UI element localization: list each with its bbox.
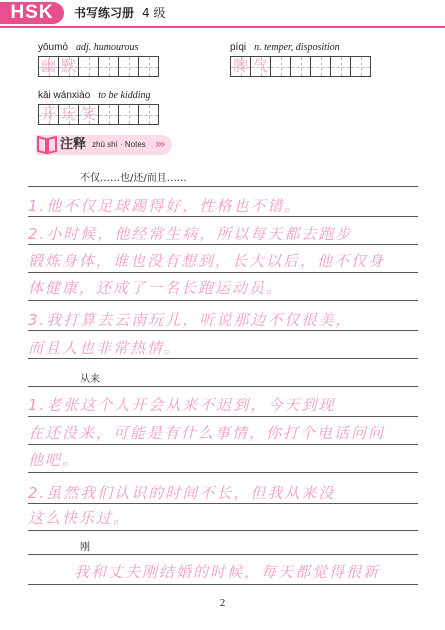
writing-line: 而且人也非常热情。 xyxy=(28,339,182,357)
notes-pinyin: zhù shì · Notes xyxy=(92,140,146,149)
english-gloss: n. temper, disposition xyxy=(254,42,340,53)
writing-line: 1.老张这个人开会从来不迟到，今天到现 xyxy=(28,396,336,414)
writing-rule xyxy=(28,530,418,531)
trace-character: 默 xyxy=(60,57,76,75)
grid-cell[interactable] xyxy=(98,56,119,77)
grid-cell[interactable] xyxy=(350,56,371,77)
writing-line: 这么快乐过。 xyxy=(28,509,131,527)
grid-cell[interactable] xyxy=(138,104,159,125)
writing-line: 2.小时候，他经常生病，所以每天都去跑步 xyxy=(28,225,353,243)
grid-cell[interactable] xyxy=(38,56,59,77)
writing-line: 体健康，还成了一名长跑运动员。 xyxy=(28,279,284,297)
writing-rule xyxy=(28,554,418,555)
book-level: 4 级 xyxy=(142,6,166,20)
book-icon xyxy=(36,133,58,155)
vocab-pinyin xyxy=(38,90,150,101)
pinyin-text: píqi xyxy=(230,42,247,53)
trace-character: 玩 xyxy=(60,105,76,123)
writing-line: 在还没来，可能是有什么事情，你打个电话问问 xyxy=(28,424,386,442)
writing-rule xyxy=(28,186,418,187)
grid-cell[interactable] xyxy=(230,56,251,77)
page-number: 2 xyxy=(219,597,226,609)
note-heading: 不仅……也/还/而且…… xyxy=(80,173,187,184)
grid-cell[interactable] xyxy=(118,56,139,77)
writing-rule xyxy=(28,244,418,245)
trace-character: 脾 xyxy=(232,57,248,75)
writing-rule xyxy=(28,472,418,473)
trace-character: 开 xyxy=(40,105,56,123)
notes-title: 注释 xyxy=(60,137,87,152)
grid-cell[interactable] xyxy=(270,56,291,77)
writing-rule xyxy=(28,503,418,504)
trace-character: 气 xyxy=(252,57,268,75)
note-heading: 从来 xyxy=(80,374,100,385)
grid-cell[interactable] xyxy=(250,56,271,77)
writing-line: 1.他不仅足球踢得好，性格也不错。 xyxy=(28,197,302,215)
grid-cell[interactable] xyxy=(290,56,311,77)
trace-character: 幽 xyxy=(40,57,56,75)
writing-line: 他吧。 xyxy=(28,451,80,469)
vocab-pinyin xyxy=(230,42,340,53)
writing-line: 3.我打算去云南玩儿，听说那边不仅很美， xyxy=(28,311,353,329)
pinyin-text: yōumò xyxy=(38,42,69,53)
grid-cell[interactable] xyxy=(310,56,331,77)
grid-cell[interactable] xyxy=(78,56,99,77)
writing-line: 2.虽然我们认识的时间不长，但我从来没 xyxy=(28,484,336,502)
writing-rule xyxy=(28,386,418,387)
grid-cell[interactable] xyxy=(138,56,159,77)
grid-cell[interactable] xyxy=(98,104,119,125)
character-grid xyxy=(230,56,370,77)
grid-cell[interactable] xyxy=(38,104,59,125)
english-gloss: adj. humourous xyxy=(76,42,139,53)
writing-rule xyxy=(28,358,418,359)
vocab-pinyin xyxy=(38,42,138,53)
writing-rule xyxy=(28,584,418,585)
page-header xyxy=(0,0,445,26)
pinyin-text: kāi wánxiào xyxy=(38,90,91,101)
writing-rule xyxy=(28,416,418,417)
grid-cell[interactable] xyxy=(330,56,351,77)
grid-cell[interactable] xyxy=(78,104,99,125)
grid-cell[interactable] xyxy=(118,104,139,125)
writing-line: 锻炼身体，谁也没有想到，长大以后，他不仅身 xyxy=(28,252,386,270)
note-heading: 刚 xyxy=(80,542,90,553)
writing-rule xyxy=(28,300,418,301)
writing-rule xyxy=(28,216,418,217)
grid-cell[interactable] xyxy=(58,56,79,77)
header-rule xyxy=(0,26,445,28)
writing-rule xyxy=(28,444,418,445)
book-title: 书写练习册 xyxy=(74,6,135,20)
chevron-right-icon: ››› xyxy=(155,137,164,151)
writing-rule xyxy=(28,272,418,273)
hsk-badge: HSK xyxy=(0,2,64,24)
character-grid xyxy=(38,56,158,77)
trace-character: 笑 xyxy=(80,105,96,123)
grid-cell[interactable] xyxy=(58,104,79,125)
writing-rule xyxy=(28,330,418,331)
character-grid xyxy=(38,104,158,125)
writing-line: 我和丈夫刚结婚的时候，每天都觉得很新 xyxy=(74,563,381,581)
english-gloss: to be kidding xyxy=(98,90,151,101)
